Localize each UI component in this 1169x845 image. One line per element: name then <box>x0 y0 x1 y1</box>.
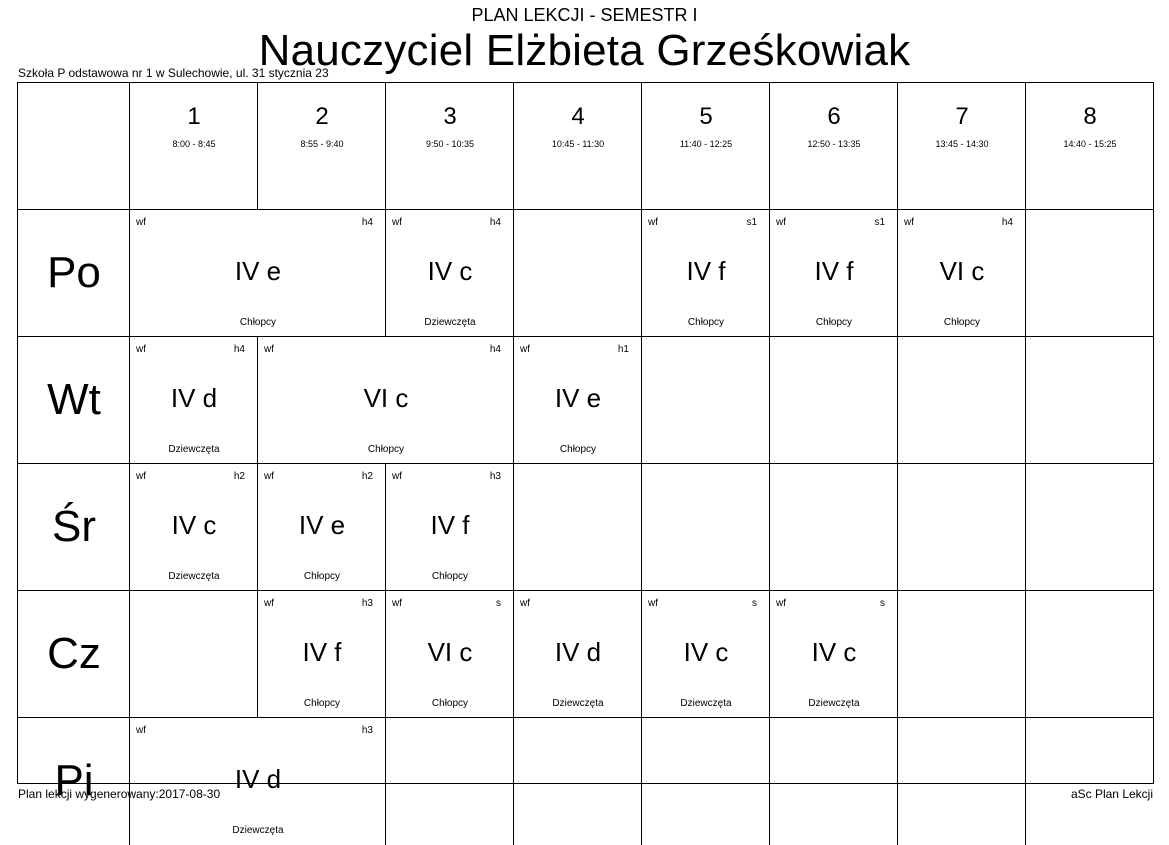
lesson-class: IV c <box>683 637 729 667</box>
period-header <box>898 83 1026 210</box>
grid-line <box>897 337 898 464</box>
lesson-subject: wf <box>904 217 914 228</box>
lesson-class: IV d <box>170 383 218 413</box>
period-header <box>770 83 898 210</box>
lesson-room: s <box>752 598 757 609</box>
period-number: 5 <box>699 103 713 130</box>
lesson-class: VI c <box>939 256 985 286</box>
lesson-subject: wf <box>392 598 402 609</box>
lesson-class: IV f <box>302 637 342 667</box>
lesson-group: Chłopcy <box>303 571 341 582</box>
grid-line <box>641 464 642 591</box>
period-number: 3 <box>443 103 457 130</box>
lesson-room: s <box>496 598 501 609</box>
lesson-card <box>130 337 258 464</box>
lesson-card <box>130 210 386 337</box>
lesson-card <box>386 464 514 591</box>
period-time: 9:50 - 10:35 <box>425 139 475 149</box>
lesson-group: Chłopcy <box>431 571 469 582</box>
lesson-class: IV c <box>811 637 857 667</box>
period-time: 8:55 - 9:40 <box>300 139 344 149</box>
day-label: Wt <box>47 375 101 424</box>
lesson-subject: wf <box>136 725 146 736</box>
plan-subtitle: PLAN LEKCJI - SEMESTR I <box>471 5 698 25</box>
period-time: 12:50 - 13:35 <box>807 139 861 149</box>
period-number: 8 <box>1083 103 1097 130</box>
lesson-group: Chłopcy <box>431 698 469 709</box>
period-number: 4 <box>571 103 585 130</box>
period-time: 10:45 - 11:30 <box>551 139 605 149</box>
lesson-class: IV e <box>234 256 282 286</box>
lesson-group: Dziewczęta <box>680 698 732 709</box>
period-time: 8:00 - 8:45 <box>172 139 216 149</box>
lesson-group: Dziewczęta <box>808 698 860 709</box>
grid-line <box>1025 591 1026 718</box>
lesson-class: IV d <box>234 764 282 794</box>
lesson-group: Dziewczęta <box>424 317 476 328</box>
lesson-subject: wf <box>520 344 530 355</box>
lesson-group: Chłopcy <box>687 317 725 328</box>
grid-line <box>897 464 898 591</box>
lesson-class: IV e <box>298 510 346 540</box>
lesson-subject: wf <box>264 344 274 355</box>
grid-line <box>1025 337 1026 464</box>
lesson-subject: wf <box>392 471 402 482</box>
lesson-group: Chłopcy <box>559 444 597 455</box>
period-header <box>130 83 258 210</box>
period-time: 11:40 - 12:25 <box>679 139 733 149</box>
day-label: Śr <box>52 502 96 551</box>
period-number: 6 <box>827 103 841 130</box>
lesson-class: IV c <box>427 256 473 286</box>
grid-line <box>1025 464 1026 591</box>
lesson-group: Chłopcy <box>239 317 277 328</box>
software-name: aSc Plan Lekcji <box>1070 787 1153 801</box>
lesson-card <box>642 210 770 337</box>
generated-date: Plan lekcji wygenerowany:2017-08-30 <box>18 787 221 801</box>
period-number: 2 <box>315 103 329 130</box>
lesson-room: h4 <box>489 344 501 355</box>
period-header <box>386 83 514 210</box>
lesson-group: Chłopcy <box>943 317 981 328</box>
lesson-room: s1 <box>746 217 757 228</box>
lesson-room: s1 <box>874 217 885 228</box>
day-label: Pi <box>54 756 94 805</box>
lesson-subject: wf <box>776 598 786 609</box>
lesson-card <box>770 210 898 337</box>
teacher-title: Nauczyciel Elżbieta Grześkowiak <box>258 26 911 75</box>
period-header <box>258 83 386 210</box>
lesson-group: Chłopcy <box>367 444 405 455</box>
lesson-room: h3 <box>361 598 373 609</box>
lesson-class: IV c <box>171 510 217 540</box>
school-name: Szkoła P odstawowa nr 1 w Sulechowie, ul. 31 stycznia 23 <box>18 66 329 80</box>
lesson-card <box>514 337 642 464</box>
period-header <box>642 83 770 210</box>
period-header <box>514 83 642 210</box>
lesson-room: h2 <box>361 471 373 482</box>
day-label: Cz <box>47 629 101 678</box>
lesson-room: h4 <box>361 217 373 228</box>
grid-line <box>769 337 770 464</box>
lesson-group: Dziewczęta <box>168 571 220 582</box>
lesson-class: IV f <box>814 256 854 286</box>
lesson-group: Chłopcy <box>815 317 853 328</box>
lesson-subject: wf <box>136 344 146 355</box>
lesson-room: s <box>880 598 885 609</box>
lesson-group: Dziewczęta <box>232 825 284 836</box>
lesson-card <box>130 464 258 591</box>
lesson-group: Dziewczęta <box>168 444 220 455</box>
lesson-room: h2 <box>233 471 245 482</box>
lesson-room: h3 <box>489 471 501 482</box>
lesson-group: Dziewczęta <box>552 698 604 709</box>
lesson-room: h4 <box>233 344 245 355</box>
lesson-class: IV f <box>686 256 726 286</box>
lesson-room: h4 <box>489 217 501 228</box>
period-header <box>1026 83 1154 210</box>
lesson-subject: wf <box>776 217 786 228</box>
lesson-room: h3 <box>361 725 373 736</box>
lesson-subject: wf <box>392 217 402 228</box>
lesson-card <box>898 210 1026 337</box>
lesson-class: IV e <box>554 383 602 413</box>
lesson-subject: wf <box>136 471 146 482</box>
grid-line <box>769 464 770 591</box>
lesson-group: Chłopcy <box>303 698 341 709</box>
lesson-card <box>258 591 386 718</box>
period-number: 7 <box>955 103 969 130</box>
period-time: 14:40 - 15:25 <box>1063 139 1117 149</box>
lesson-class: IV f <box>430 510 470 540</box>
lesson-class: VI c <box>363 383 409 413</box>
lesson-subject: wf <box>520 598 530 609</box>
lesson-card <box>386 591 514 718</box>
day-label: Po <box>47 248 101 297</box>
lesson-card <box>770 591 898 718</box>
lesson-card <box>514 591 642 718</box>
lesson-subject: wf <box>136 217 146 228</box>
lesson-subject: wf <box>648 217 658 228</box>
lesson-card <box>386 210 514 337</box>
lesson-subject: wf <box>264 598 274 609</box>
period-time: 13:45 - 14:30 <box>935 139 989 149</box>
lesson-card <box>258 464 386 591</box>
lesson-class: IV d <box>554 637 602 667</box>
lesson-card <box>642 591 770 718</box>
lesson-subject: wf <box>264 471 274 482</box>
lesson-subject: wf <box>648 598 658 609</box>
period-number: 1 <box>187 103 201 130</box>
lesson-class: VI c <box>427 637 473 667</box>
lesson-card <box>258 337 514 464</box>
lesson-room: h1 <box>617 344 629 355</box>
lesson-room: h4 <box>1001 217 1013 228</box>
